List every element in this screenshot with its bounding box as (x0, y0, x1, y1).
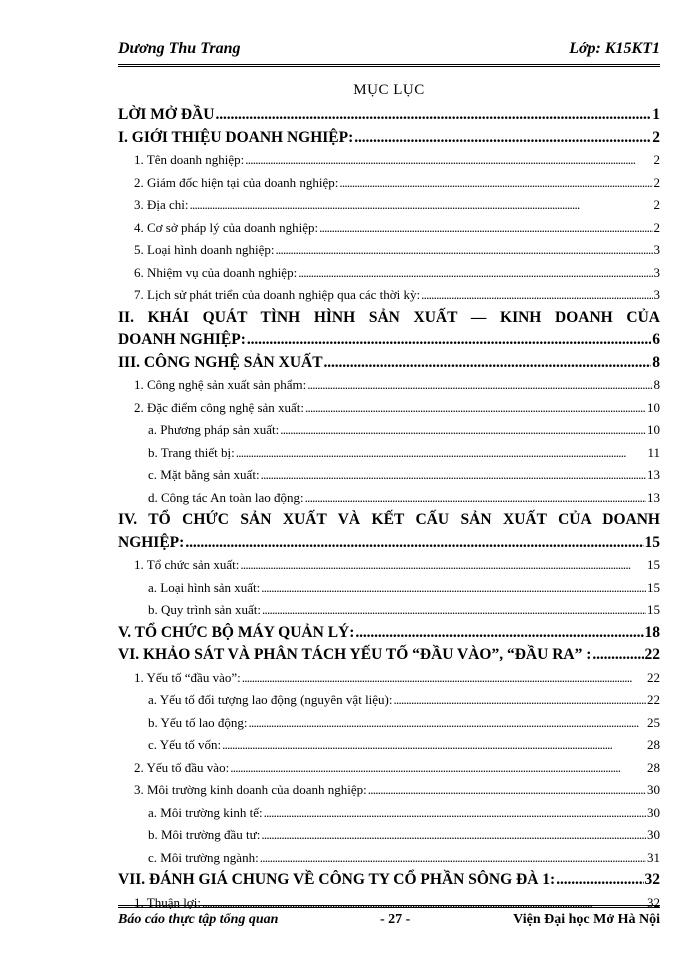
toc-entry (118, 644, 660, 667)
header-class-label: Lớp: K15KT1 (569, 40, 660, 57)
toc-entry-text: a. Môi trường kinh tế: (148, 804, 263, 820)
toc-entry-text: 7. Lịch sử phát triển của doanh nghiệp qua các thời kỳ: (134, 287, 421, 302)
toc-entry-text: VI. KHẢO SÁT VÀ PHÂN TÁCH YẾU TỐ “ĐẦU VÀO”, “ĐẦU RA” : (118, 646, 592, 663)
leader-dots (394, 689, 647, 712)
toc-entry-text: c. Yếu tố vốn: (148, 737, 222, 752)
toc-entry (118, 239, 660, 262)
toc-entry (118, 667, 660, 690)
leader-dots (368, 779, 646, 802)
toc-entry-page: 32 (644, 871, 660, 888)
toc-entry-page: 25 (647, 714, 660, 730)
leader-dots (261, 577, 646, 600)
toc-entry-text: VII. ĐÁNH GIÁ CHUNG VỀ CÔNG TY CỔ PHẦN SÔNG ĐÀ 1: (118, 871, 556, 888)
table-of-contents (118, 104, 660, 914)
toc-entry (118, 577, 660, 600)
toc-entry (118, 397, 660, 420)
toc-entry-text: a. Yếu tố đối tượng lao động (nguyên vật liệu): (148, 692, 393, 707)
toc-entry-page: 30 (647, 827, 660, 842)
toc-entry-page: 10 (647, 422, 660, 437)
toc-entry-page: 30 (647, 782, 660, 797)
toc-entry-text: 1. Công nghệ sản xuất sản phẩm: (134, 377, 307, 392)
leader-dots (355, 622, 643, 645)
leader-dots (262, 599, 646, 622)
toc-entry (118, 464, 660, 487)
toc-entry-text: a. Loại hình sản xuất: (148, 579, 261, 595)
toc-entry (118, 622, 660, 645)
toc-entry-text: DOANH NGHIỆP: (118, 331, 246, 348)
toc-entry (118, 487, 660, 510)
toc-entry-page: 31 (647, 849, 660, 865)
toc-entry (118, 352, 660, 375)
toc-entry-page: 13 (647, 489, 660, 505)
leader-dots (261, 824, 646, 847)
toc-entry (118, 689, 660, 712)
toc-entry-text: 3. Địa chỉ: (134, 197, 189, 212)
leader-dots (275, 239, 652, 262)
leader-dots (222, 734, 646, 757)
toc-entry (118, 217, 660, 240)
leader-dots (249, 712, 646, 735)
toc-entry (118, 847, 660, 870)
toc-entry-page: 13 (647, 467, 660, 482)
toc-entry-page: 15 (644, 533, 660, 551)
toc-entry (118, 104, 660, 127)
toc-entry-page: 15 (647, 579, 660, 595)
toc-entry-text: b. Trang thiết bị: (148, 444, 235, 460)
leader-dots (556, 869, 643, 892)
toc-entry-text: b. Yếu tố lao động: (148, 714, 248, 730)
toc-title: MỤC LỤC (353, 82, 425, 98)
toc-entry-page: 28 (647, 759, 660, 775)
toc-entry-text: b. Quy trình sản xuất: (148, 602, 262, 617)
toc-entry-page: 32 (647, 894, 660, 910)
toc-entry-text: 6. Nhiệm vụ của doanh nghiệp: (134, 264, 298, 280)
toc-entry (118, 824, 660, 847)
toc-entry-page: 10 (647, 399, 660, 415)
toc-entry-page: 11 (647, 444, 660, 460)
leader-dots (230, 757, 646, 780)
toc-entry-text: LỜI MỞ ĐẦU (118, 106, 215, 123)
toc-entry-text: 1. Thuận lợi: (134, 894, 201, 910)
leader-dots (305, 397, 646, 420)
toc-entry-text: c. Môi trường ngành: (148, 849, 259, 865)
toc-entry-page: 6 (652, 331, 660, 348)
toc-entry-page: 2 (653, 152, 660, 167)
toc-entry (118, 127, 660, 150)
leader-dots (240, 554, 646, 577)
toc-entry-text: NGHIỆP: (118, 533, 185, 551)
toc-entry (118, 442, 660, 465)
header-author: Dương Thu Trang (118, 40, 241, 57)
toc-entry-text: 2. Yếu tố đầu vào: (134, 759, 230, 775)
toc-entry-page: 2 (653, 219, 660, 235)
footer-report-title: Báo cáo thực tập tổng quan (118, 912, 279, 927)
toc-entry-text: 3. Môi trường kinh doanh của doanh nghiệp: (134, 782, 367, 797)
toc-entry-page: 8 (653, 377, 660, 392)
toc-entry (118, 307, 660, 352)
leader-dots (264, 802, 646, 825)
toc-entry-text: 1. Yếu tố “đầu vào”: (134, 669, 241, 685)
toc-entry (118, 869, 660, 892)
toc-entry-page: 2 (652, 128, 660, 146)
toc-entry (118, 734, 660, 757)
leader-dots (305, 487, 646, 510)
leader-dots (236, 442, 647, 465)
toc-entry-text: V. TỔ CHỨC BỘ MÁY QUẢN LÝ: (118, 623, 355, 641)
toc-entry-text: 5. Loại hình doanh nghiệp: (134, 242, 275, 257)
toc-entry (118, 262, 660, 285)
toc-entry-text: c. Mặt bằng sản xuất: (148, 467, 260, 482)
leader-dots (298, 262, 652, 285)
toc-entry (118, 712, 660, 735)
toc-entry (118, 194, 660, 217)
toc-entry-text: II. KHÁI QUÁT TÌNH HÌNH SẢN XUẤT — KINH DOANH CỦA (118, 308, 660, 326)
toc-entry (118, 419, 660, 442)
toc-entry (118, 779, 660, 802)
toc-entry-text: III. CÔNG NGHỆ SẢN XUẤT (118, 353, 323, 371)
toc-entry (118, 802, 660, 825)
leader-dots (324, 352, 652, 375)
toc-entry-text: a. Phương pháp sản xuất: (148, 422, 280, 437)
toc-entry-page: 15 (647, 602, 660, 617)
leader-dots (215, 104, 651, 127)
leader-dots (319, 217, 652, 240)
toc-entry-page: 28 (647, 737, 660, 752)
toc-entry-text: 4. Cơ sở pháp lý của doanh nghiệp: (134, 219, 319, 235)
leader-dots (307, 374, 652, 397)
toc-entry-text: b. Môi trường đầu tư: (148, 827, 261, 842)
toc-entry-page: 22 (644, 646, 660, 663)
footer-page-number: - 27 - (380, 912, 411, 927)
toc-entry-page: 22 (647, 692, 660, 707)
footer-institution: Viện Đại học Mở Hà Nội (513, 912, 660, 927)
toc-entry (118, 284, 660, 307)
page-header (118, 38, 660, 67)
leader-dots (245, 149, 652, 172)
toc-entry-page: 2 (653, 197, 660, 212)
leader-dots (421, 284, 652, 307)
toc-entry-page: 1 (652, 106, 660, 123)
toc-entry-page: 3 (653, 264, 660, 280)
page-footer (118, 905, 660, 932)
toc-entry-text: IV. TỔ CHỨC SẢN XUẤT VÀ KẾT CẤU SẢN XUẤT CỦA DOANH (118, 511, 660, 528)
leader-dots (185, 532, 643, 555)
toc-entry-text: 2. Đặc điểm công nghệ sản xuất: (134, 399, 305, 415)
toc-entry-text: 1. Tổ chức sản xuất: (134, 557, 240, 572)
toc-entry (118, 757, 660, 780)
toc-entry (118, 599, 660, 622)
toc-entry-page: 15 (647, 557, 660, 572)
leader-dots (280, 419, 646, 442)
toc-entry (118, 374, 660, 397)
toc-entry-page: 22 (647, 669, 660, 685)
toc-entry (118, 554, 660, 577)
leader-dots (260, 847, 646, 870)
leader-dots (261, 464, 646, 487)
toc-entry-page: 18 (644, 623, 660, 641)
toc-entry-page: 2 (653, 174, 660, 190)
toc-entry (118, 172, 660, 195)
leader-dots (592, 644, 643, 667)
toc-entry (118, 149, 660, 172)
toc-entry-page: 8 (652, 353, 660, 371)
toc-entry-page: 30 (647, 804, 660, 820)
toc-entry-page: 3 (653, 287, 660, 302)
leader-dots (354, 127, 651, 150)
toc-entry-text: 2. Giám đốc hiện tại của doanh nghiệp: (134, 174, 339, 190)
leader-dots (190, 194, 653, 217)
leader-dots (242, 667, 646, 690)
toc-entry-text: 1. Tên doanh nghiệp: (134, 152, 245, 167)
toc-entry-page: 3 (653, 242, 660, 257)
leader-dots (339, 172, 652, 195)
toc-entry-text: d. Công tác An toàn lao động: (148, 489, 304, 505)
toc-entry-text: I. GIỚI THIỆU DOANH NGHIỆP: (118, 128, 354, 146)
toc-entry (118, 509, 660, 554)
leader-dots (247, 329, 651, 352)
